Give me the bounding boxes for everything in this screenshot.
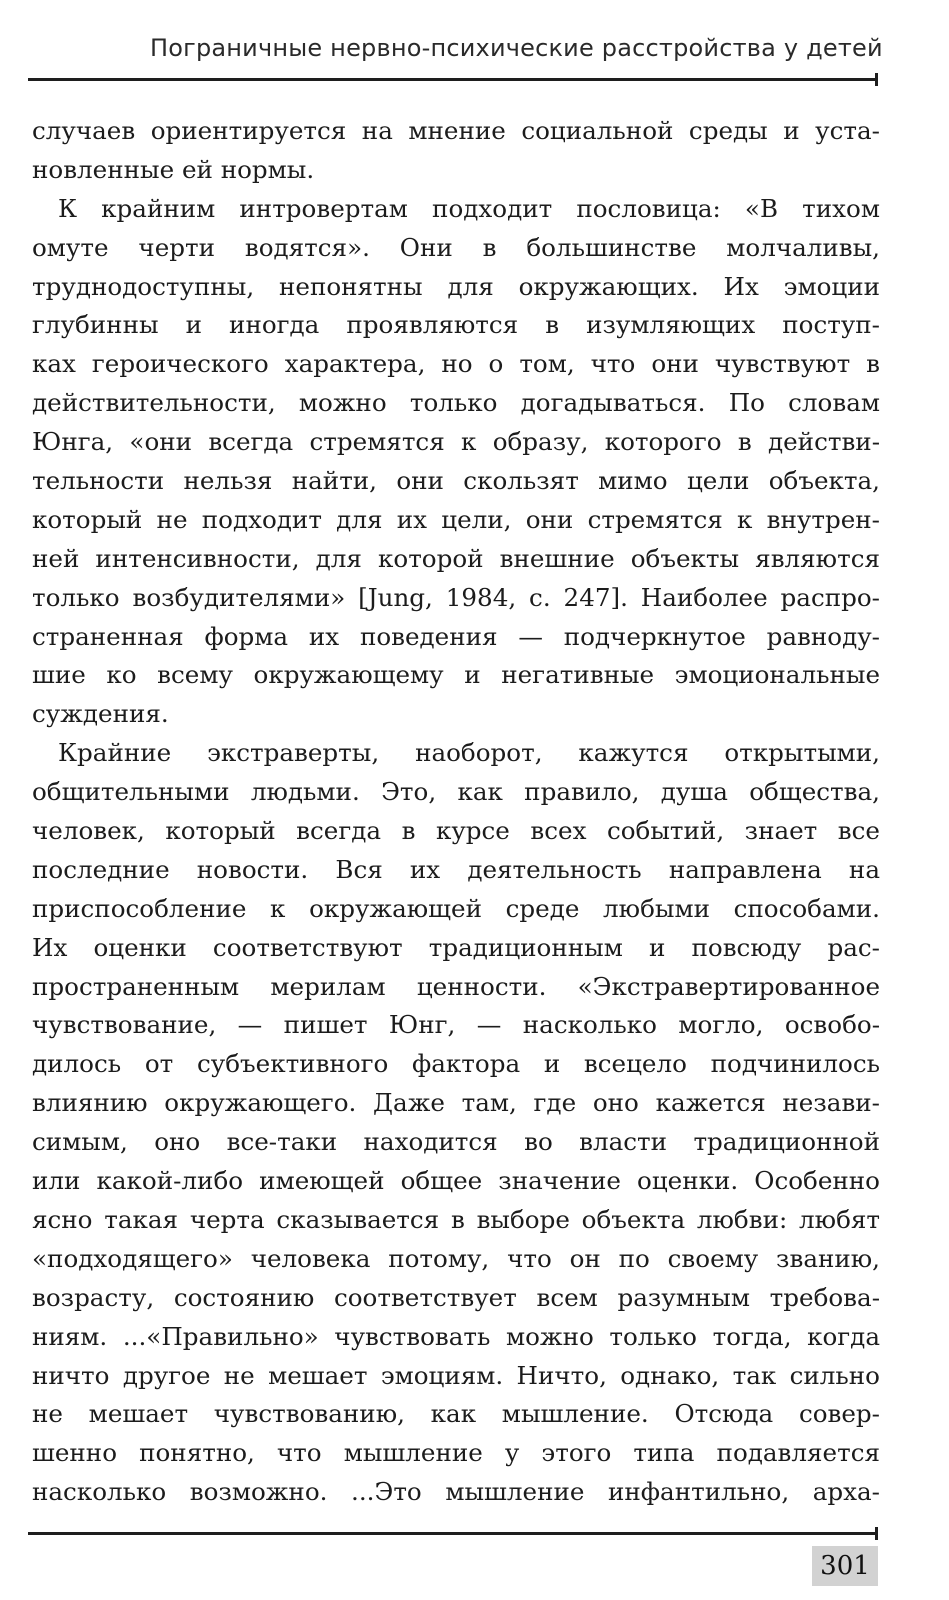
text-line: пространенным мерилам ценности. «Экстравертированное: [32, 971, 880, 1001]
text-line: общительными людьми. Это, как правило, душа общества,: [32, 777, 880, 807]
text-line: или какой-либо имеющей общее значение оценки. Особенно: [32, 1166, 880, 1196]
running-header: Пограничные нервно-психические расстройства у детей: [150, 34, 883, 62]
text-line: ней интенсивности, для которой внешние объекты являются: [32, 543, 880, 573]
text-line: тельности нельзя найти, они скользят мимо цели объекта,: [32, 466, 880, 496]
text-line: ясно такая черта сказывается в выборе объекта любви: любят: [32, 1204, 880, 1234]
text-line: шие ко всему окружающему и негативные эмоциональные: [32, 660, 880, 690]
text-line: дилось от субъективного фактора и всецело подчинилось: [32, 1049, 880, 1079]
text-line: возрасту, состоянию соответствует всем разумным требова-: [32, 1282, 880, 1312]
text-line: ниям. ...«Правильно» чувствовать можно только тогда, когда: [32, 1321, 880, 1351]
text-line: К крайним интровертам подходит пословица: «В тихом: [58, 193, 880, 223]
text-line: насколько возможно. ...Это мышление инфантильно, арха-: [32, 1477, 880, 1507]
text-line: последние новости. Вся их деятельность направлена на: [32, 854, 880, 884]
text-line: который не подходит для их цели, они стремятся к внутрен-: [32, 504, 880, 534]
text-line: суждения.: [32, 699, 169, 729]
text-line: омуте черти водятся». Они в большинстве молчаливы,: [32, 232, 880, 262]
text-line: не мешает чувствованию, как мышление. Отсюда совер-: [32, 1399, 880, 1429]
text-line: симым, оно все-таки находится во власти традиционной: [32, 1127, 880, 1157]
text-line: действительности, можно только догадываться. По словам: [32, 388, 880, 418]
text-line: случаев ориентируется на мнение социальной среды и уста-: [32, 116, 880, 145]
text-line: новленные ей нормы.: [32, 154, 315, 184]
text-line: Юнга, «они всегда стремятся к образу, которого в действи-: [32, 427, 880, 457]
text-line: Их оценки соответствуют традиционным и повсюду рас-: [32, 932, 880, 962]
text-line: труднодоступны, непонятны для окружающих. Их эмоции: [32, 271, 880, 301]
text-line: приспособление к окружающей среде любыми способами.: [32, 893, 880, 923]
text-line: только возбудителями» [Jung, 1984, с. 247]. Наиболее распро-: [32, 582, 880, 612]
page-number: 301: [812, 1546, 878, 1586]
text-line: ках героического характера, но о том, что они чувствуют в: [32, 349, 880, 379]
text-line: человек, который всегда в курсе всех событий, знает все: [32, 816, 880, 846]
text-line: «подходящего» человека потому, что он по своему званию,: [32, 1243, 880, 1273]
text-line: ничто другое не мешает эмоциям. Ничто, однако, так сильно: [32, 1360, 880, 1390]
text-line: страненная форма их поведения — подчеркнутое равноду-: [32, 621, 880, 651]
text-line: шенно понятно, что мышление у этого типа подавляется: [32, 1438, 880, 1468]
header-rule: [28, 78, 878, 81]
page-body: [32, 112, 880, 1512]
text-line: чувствование, — пишет Юнг, — насколько могло, освобо-: [32, 1010, 880, 1040]
footer-rule: [28, 1532, 878, 1535]
text-line: глубинны и иногда проявляются в изумляющих поступ-: [32, 310, 880, 340]
text-line: Крайние экстраверты, наоборот, кажутся открытыми,: [58, 738, 880, 768]
text-line: влиянию окружающего. Даже там, где оно кажется незави-: [32, 1088, 880, 1118]
